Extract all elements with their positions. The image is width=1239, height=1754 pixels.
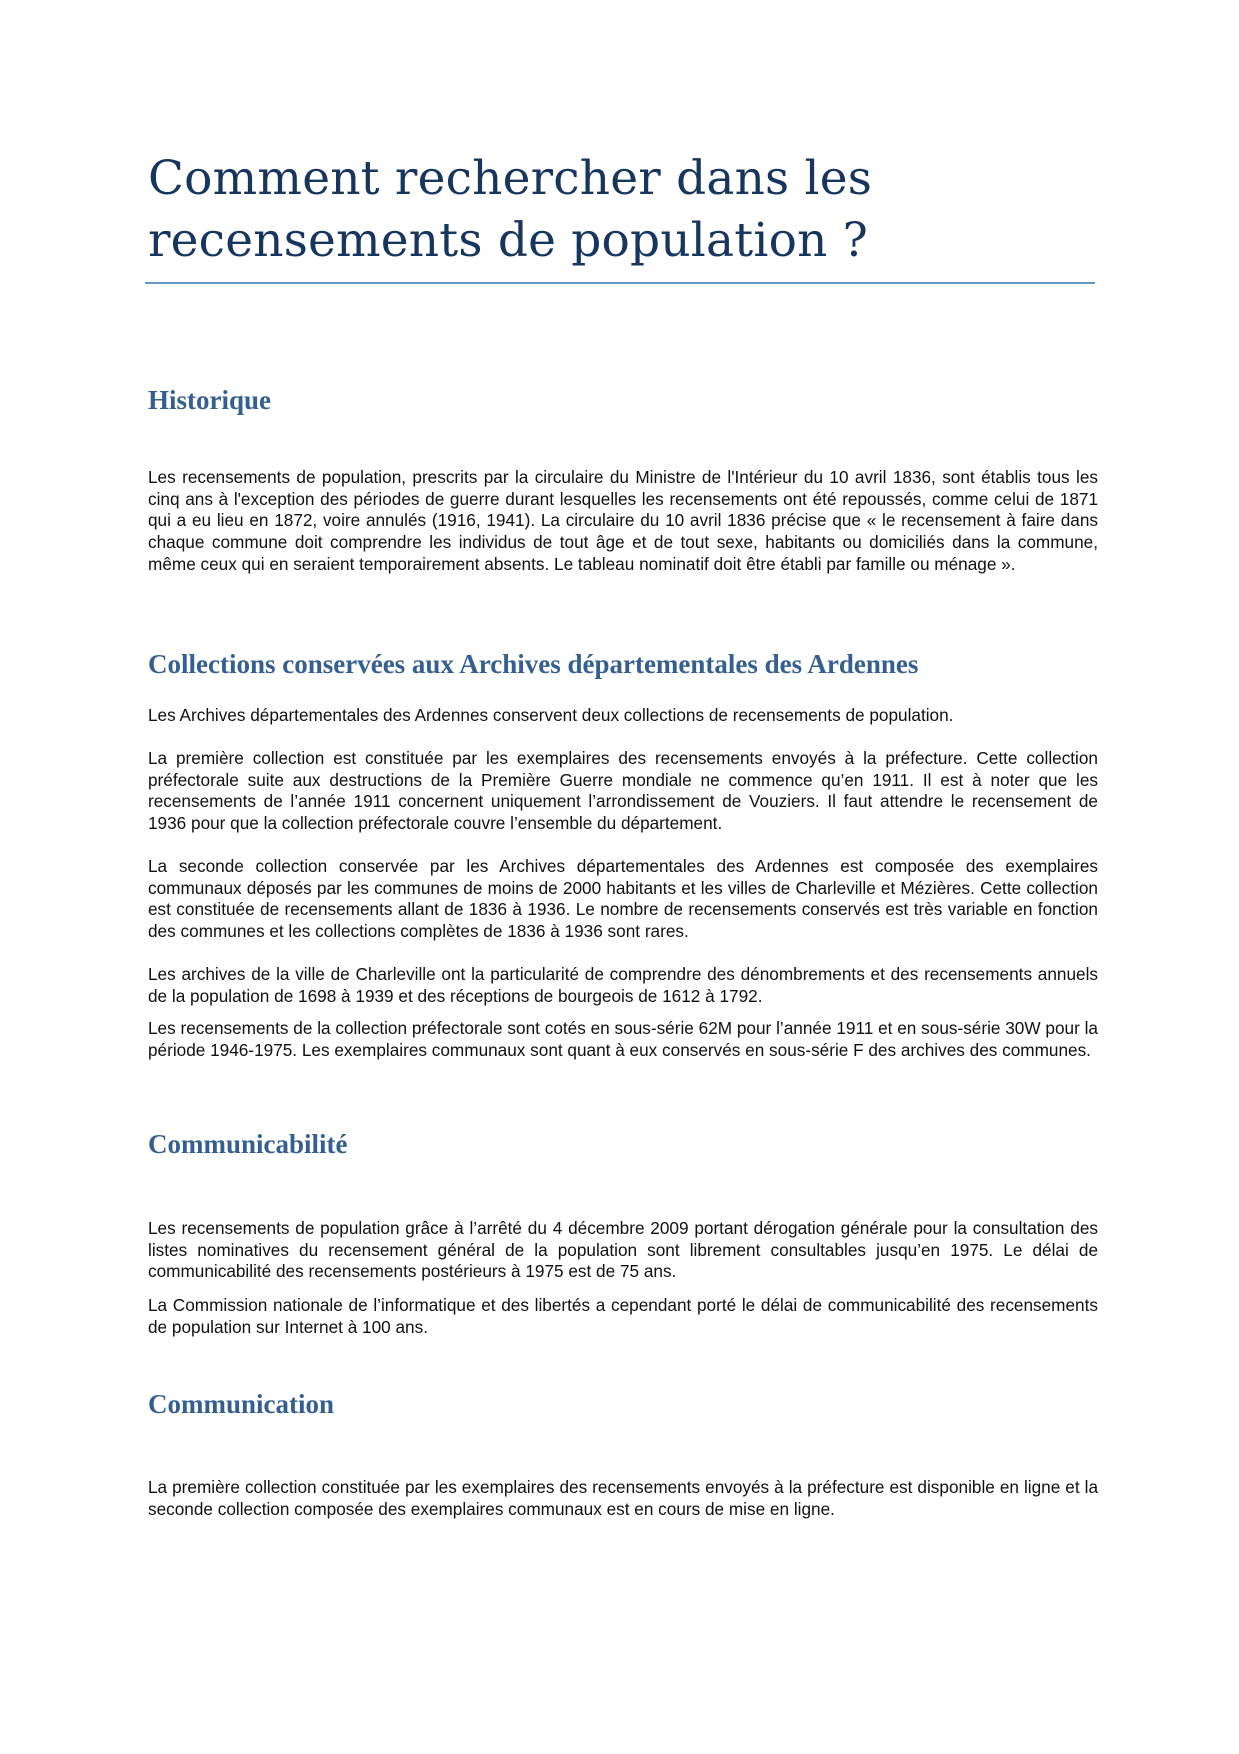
collections-paragraph-1: Les Archives départementales des Ardennes conservent deux collections de recensements de population. xyxy=(148,705,954,725)
page-title: Comment rechercher dans les recensements de population ? xyxy=(148,151,873,268)
communication-paragraph: La première collection constituée par les exemplaires des recensements envoyés à la préfecture est disponible en ligne et la seconde collection composée des exemplaires communaux est en cours de mise en ligne. xyxy=(148,1477,1098,1519)
section-heading-communicabilite: Communicabilité xyxy=(148,1129,348,1159)
title-underline-rule xyxy=(145,282,1095,284)
collections-paragraph-3: La seconde collection conservée par les Archives départementales des Ardennes est composée des exemplaires communaux déposés par les communes de moins de 2000 habitants et les villes de Charleville et Mézières. Cette collection est constituée de recensements allant de 1836 à 1936. Le nombre de recensements conservés est très variable en fonction des communes et les collections complètes de 1836 à 1936 sont rares. xyxy=(148,856,1098,942)
section-heading-communication: Communication xyxy=(148,1389,335,1419)
section-heading-historique: Historique xyxy=(148,385,272,415)
communicabilite-paragraph-2: La Commission nationale de l’informatique et des libertés a cependant porté le délai de communicabilité des recensements de population sur Internet à 100 ans. xyxy=(148,1295,1098,1337)
historique-paragraph: Les recensements de population, prescrits par la circulaire du Ministre de l'Intérieur du 10 avril 1836, sont établis tous les cinq ans à l'exception des périodes de guerre durant lesquelles les recensements ont été repoussés, comme celui de 1871 qui a eu lieu en 1872, voire annulés (1916, 1941). La circulaire du 10 avril 1836 précise que « le recensement à faire dans chaque commune doit comprendre les individus de tout âge et de tout sexe, habitants ou domiciliés dans la commune, même ceux qui en seraient temporairement absents. Le tableau nominatif doit être établi par famille ou ménage ». xyxy=(148,467,1098,574)
communicabilite-paragraph-1: Les recensements de population grâce à l’arrêté du 4 décembre 2009 portant dérogation générale pour la consultation des listes nominatives du recensement général de la population sont librement consultables jusqu’en 1975. Le délai de communicabilité des recensements postérieurs à 1975 est de 75 ans. xyxy=(148,1218,1098,1282)
collections-paragraph-4: Les archives de la ville de Charleville ont la particularité de comprendre des dénombrements et des recensements annuels de la population de 1698 à 1939 et des réceptions de bourgeois de 1612 à 1792. xyxy=(148,964,1098,1006)
section-heading-collections: Collections conservées aux Archives départementales des Ardennes xyxy=(148,649,919,679)
collections-paragraph-5: Les recensements de la collection préfectorale sont cotés en sous-série 62M pour l’année 1911 et en sous-série 30W pour la période 1946-1975. Les exemplaires communaux sont quant à eux conservés en sous-série F des archives des communes. xyxy=(148,1018,1098,1060)
collections-paragraph-2: La première collection est constituée par les exemplaires des recensements envoyés à la préfecture. Cette collection préfectorale suite aux destructions de la Première Guerre mondiale ne commence qu’en 1911. Il est à noter que les recensements de l’année 1911 concernent uniquement l’arrondissement de Vouziers. Il faut attendre le recensement de 1936 pour que la collection préfectorale couvre l’ensemble du département. xyxy=(148,748,1098,834)
